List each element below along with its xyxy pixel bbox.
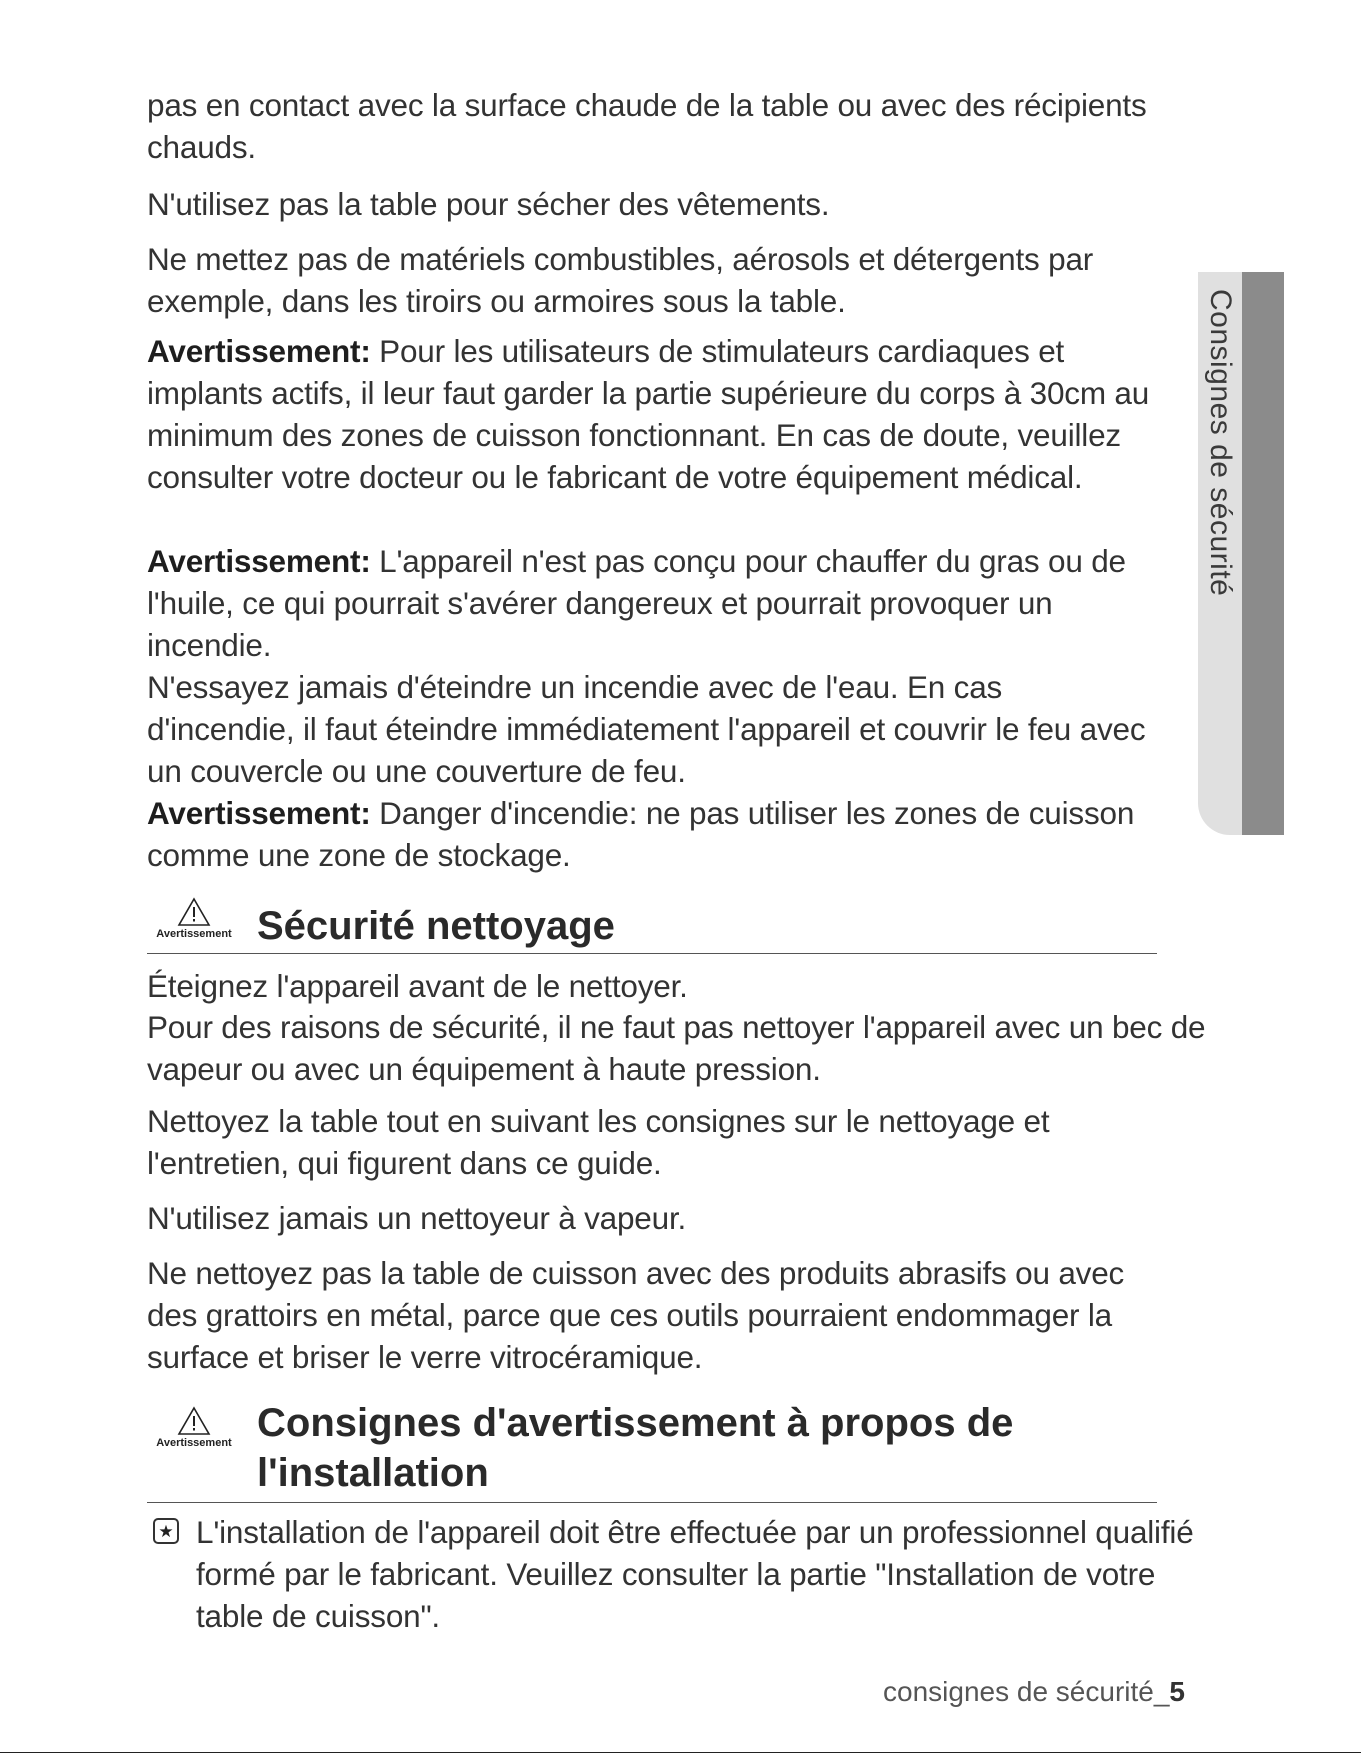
warning-pacemaker: [147, 330, 1157, 498]
cleaning-paragraph-4: N'utilisez jamais un nettoyeur à vapeur.: [147, 1200, 687, 1236]
warning-caption: Avertissement: [156, 1437, 232, 1449]
warning-badge: [156, 897, 232, 940]
cleaning-paragraph-1: Éteignez l'appareil avant de le nettoyer.: [147, 968, 688, 1004]
intro-paragraph-3: Ne mettez pas de matériels combustibles, aérosols et détergents par exemple, dans les tiroirs ou armoires sous la table.: [147, 241, 1094, 319]
page-footer: [883, 1676, 1185, 1708]
side-tab-bar: [1242, 272, 1284, 835]
side-tab-label: Consignes de sécurité: [1204, 289, 1237, 597]
warning-caption: Avertissement: [156, 928, 232, 940]
warning-text: Pour les utilisateurs de stimulateurs cardiaques et implants actifs, il leur faut garder la partie supérieure du corps à 30cm au minimum des zones de cuisson fonctionnant. En cas de doute, veuillez consulter votre docteur ou le fabricant de votre équipement médical.: [147, 333, 1150, 495]
page-number: 5: [1169, 1676, 1185, 1707]
star-note-icon: ★: [153, 1518, 179, 1544]
warning-triangle-icon: [177, 897, 211, 927]
cleaning-paragraph-3: Nettoyez la table tout en suivant les consignes sur le nettoyage et l'entretien, qui figurent dans ce guide.: [147, 1103, 1050, 1181]
installation-note: L'installation de l'appareil doit être effectuée par un professionnel qualifié formé par le fabricant. Veuillez consulter la partie "Installation de votre table de cuisson".: [196, 1514, 1194, 1634]
cleaning-paragraph-2: Pour des raisons de sécurité, il ne faut pas nettoyer l'appareil avec un bec de vapeur ou avec un équipement à haute pression.: [147, 1009, 1206, 1087]
intro-paragraph-4: N'essayez jamais d'éteindre un incendie avec de l'eau. En cas d'incendie, il faut éteindre immédiatement l'appareil et couvrir le feu avec un couvercle ou une couverture de feu.: [147, 669, 1146, 789]
section-heading-installation: [147, 1394, 1157, 1503]
warning-label: Avertissement:: [147, 543, 371, 579]
section-title: Sécurité nettoyage: [257, 904, 615, 948]
section-heading-cleaning: [147, 897, 1157, 954]
section-title-line-1: Consignes d'avertissement à propos de: [257, 1401, 1014, 1445]
cleaning-paragraph-5: Ne nettoyez pas la table de cuisson avec des produits abrasifs ou avec des grattoirs en métal, parce que ces outils pourraient endommager la surface et briser le verre vitrocéramique.: [147, 1255, 1125, 1375]
intro-paragraph-1: pas en contact avec la surface chaude de la table ou avec des récipients chauds.: [147, 87, 1147, 165]
section-title-line-2: l'installation: [257, 1451, 489, 1495]
intro-paragraph-2: N'utilisez pas la table pour sécher des vêtements.: [147, 186, 830, 222]
warning-label: Avertissement:: [147, 333, 371, 369]
warning-storage: [147, 792, 1147, 876]
warning-triangle-icon: [177, 1406, 211, 1436]
bottom-divider: [0, 1752, 1361, 1753]
warning-fat-oil: [147, 540, 1172, 666]
warning-text: Danger d'incendie: ne pas utiliser les zones de cuisson comme une zone de stockage.: [147, 795, 1135, 873]
warning-text: L'appareil n'est pas conçu pour chauffer du gras ou de l'huile, ce qui pourrait s'avérer dangereux et pourrait provoquer un incendie.: [147, 543, 1126, 663]
warning-label: Avertissement:: [147, 795, 371, 831]
footer-text: consignes de sécurité_: [883, 1676, 1170, 1707]
warning-badge: [156, 1406, 232, 1449]
